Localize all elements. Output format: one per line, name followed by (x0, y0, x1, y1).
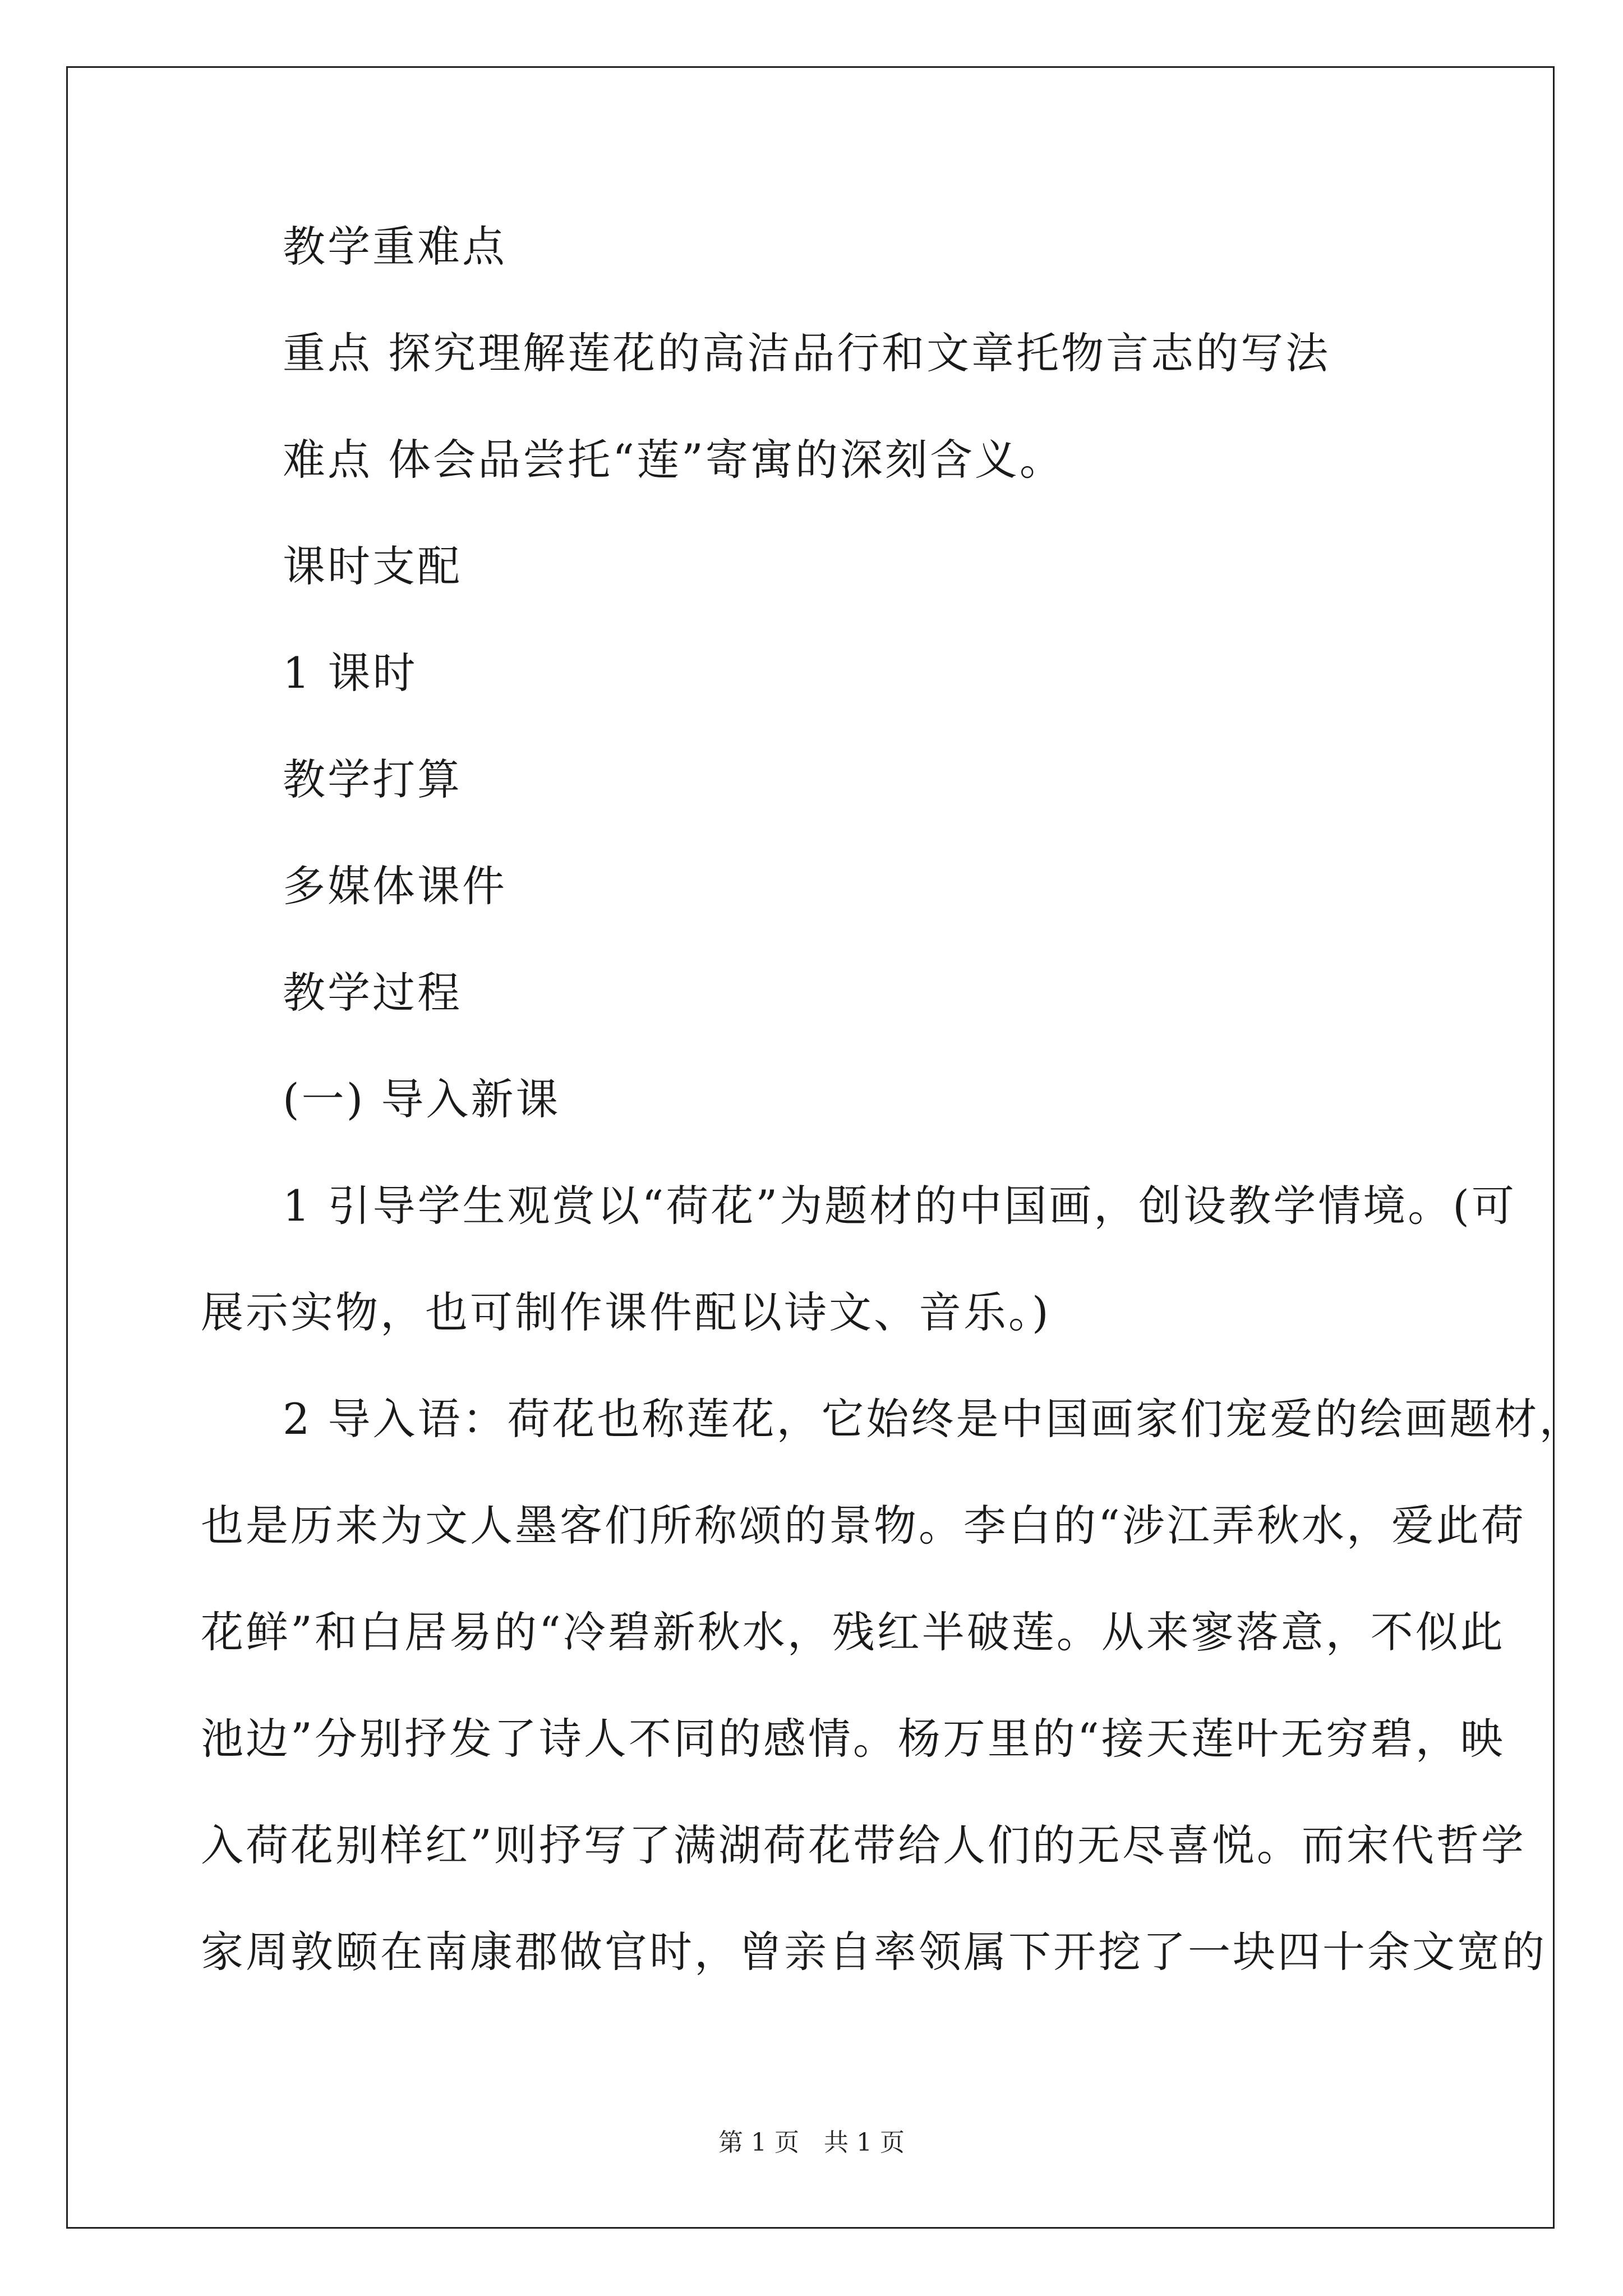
heading-schedule: 课时支配 (283, 541, 462, 591)
paragraph-2-line: 花鲜”和白居易的“冷碧新秋水，残红半破莲。从来寥落意，不似此 (201, 1607, 1505, 1657)
heading-preparation: 教学打算 (283, 754, 462, 804)
section-intro: (一) 导入新课 (283, 1074, 561, 1124)
paragraph-1-line: 1 引导学生观赏以“荷花”为题材的中国画，创设教学情境。(可 (283, 1181, 1516, 1231)
key-point: 重点 探究理解莲花的高洁品行和文章托物言志的写法 (283, 328, 1331, 378)
paragraph-2-line: 入荷花别样红”则抒写了满湖荷花带给人们的无尽喜悦。而宋代哲学 (201, 1820, 1526, 1870)
heading-process: 教学过程 (283, 968, 462, 1018)
difficult-point: 难点 体会品尝托“莲”寄寓的深刻含义。 (283, 435, 1064, 485)
paragraph-2-line: 池边”分别抒发了诗人不同的感情。杨万里的“接天莲叶无穷碧，映 (201, 1714, 1505, 1764)
preparation-value: 多媒体课件 (283, 861, 507, 911)
paragraph-2-line: 2 导入语：荷花也称莲花，它始终是中国画家们宠爱的绘画题材， (283, 1394, 1584, 1444)
heading-key-points: 教学重难点 (283, 222, 507, 272)
paragraph-1-line: 展示实物，也可制作课件配以诗文、音乐。) (201, 1287, 1051, 1337)
paragraph-2-line: 也是历来为文人墨客们所称颂的景物。李白的“涉江弄秋水，爱此荷 (201, 1501, 1526, 1550)
paragraph-2-line: 家周敦颐在南康郡做官时，曾亲自率领属下开挖了一块四十余文宽的 (201, 1927, 1547, 1977)
page-border (66, 66, 1555, 2229)
page-footer: 第 1 页 共 1 页 (718, 2128, 905, 2157)
schedule-value: 1 课时 (283, 648, 418, 698)
